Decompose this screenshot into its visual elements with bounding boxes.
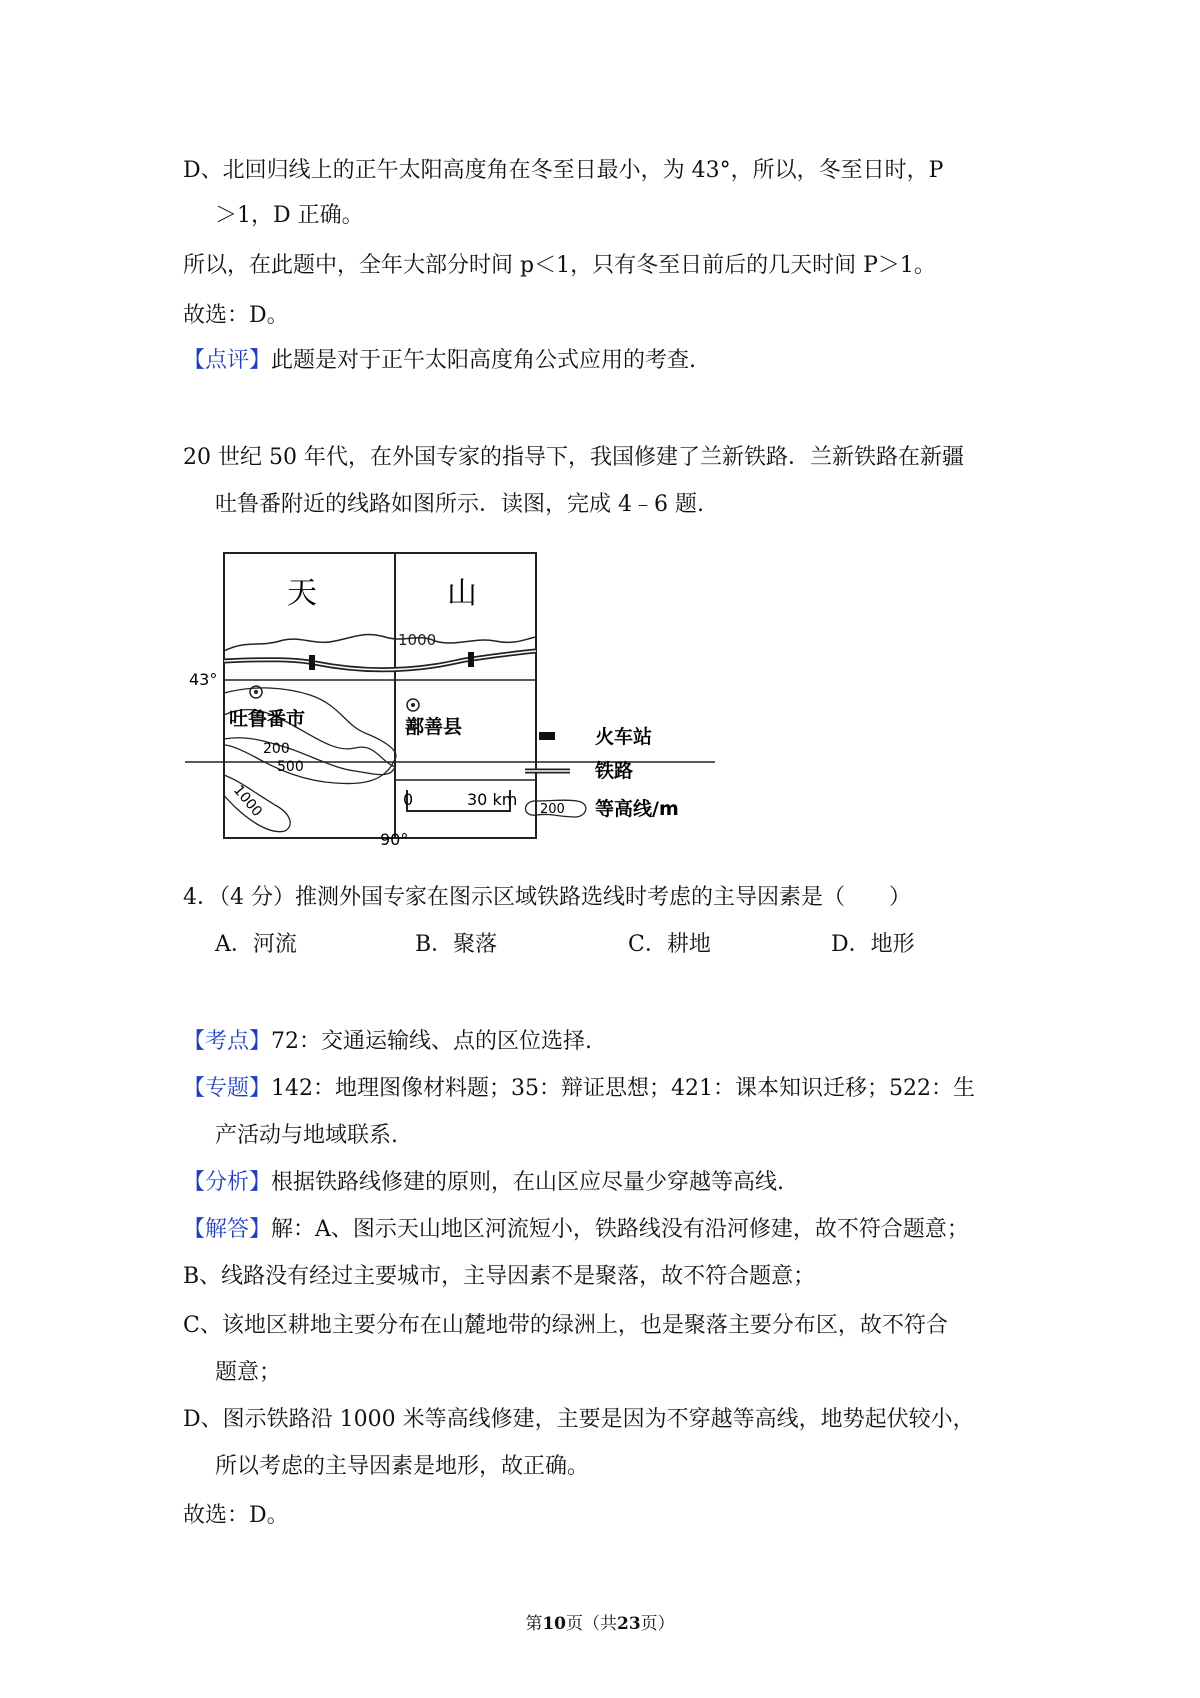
answer-d-line2: 所以考虑的主导因素是地形，故正确。 [215, 1454, 590, 1479]
prev-option-d-line1: D、北回归线上的正午太阳高度角在冬至日最小，为 43°，所以，冬至日时，P [183, 158, 944, 183]
railway-contour-map [185, 545, 715, 850]
contour-label-500: 500 [277, 759, 304, 775]
contour-label-1000-bottom: 1000 [229, 782, 266, 820]
contour-label-1000-top: 1000 [398, 631, 437, 649]
fenxi-text: 根据铁路线修建的原则，在山区应尽量少穿越等高线. [271, 1170, 785, 1195]
fenxi [183, 1168, 784, 1198]
option-b: B．聚落 [415, 932, 498, 957]
review-tag: 【点评】 [183, 348, 272, 373]
zhuanti-text: 142：地理图像材料题；35：辩证思想；421：课本知识迁移；522：生 [271, 1076, 975, 1101]
option-a: A．河流 [215, 932, 297, 957]
footer-pre: 第 [525, 1614, 543, 1634]
jieda [183, 1215, 969, 1245]
jieda-text: 解：A、图示天山地区河流短小，铁路线没有沿河修建，故不符合题意； [271, 1217, 969, 1242]
contour-1000-upper [224, 634, 536, 651]
footer-mid: 页（共 [566, 1614, 617, 1634]
question-stem: 4．（4 分）推测外国专家在图示区域铁路选线时考虑的主导因素是（ ） [183, 885, 911, 910]
final-answer: 故选：D。 [183, 1503, 289, 1528]
kaodian-tag: 【考点】 [183, 1029, 272, 1054]
zhuanti-tag: 【专题】 [183, 1076, 272, 1101]
prev-answer: 故选：D。 [183, 303, 289, 328]
footer-total-pages: 23 [617, 1614, 641, 1634]
latitude-label: 43° [189, 670, 218, 689]
contour-label-200: 200 [263, 741, 290, 757]
legend-station-label: 火车站 [595, 726, 653, 748]
city2-label: 鄯善县 [405, 716, 463, 738]
legend-contour-label: 等高线/m [595, 798, 679, 820]
station-marker-1 [309, 655, 315, 670]
answer-c-line1: C、该地区耕地主要分布在山麓地带的绿洲上，也是聚落主要分布区，故不符合 [183, 1313, 948, 1338]
answer-b-line: B、线路没有经过主要城市，主导因素不是聚落，故不符合题意； [183, 1264, 816, 1289]
footer-page-number: 10 [542, 1614, 566, 1634]
mountain-label-left: 天 [287, 576, 317, 611]
page-footer [0, 1612, 1200, 1636]
prev-option-d-line2: ＞1，D 正确。 [215, 203, 364, 228]
footer-post: 页） [640, 1614, 675, 1634]
station-marker-2 [468, 652, 474, 667]
prev-review [183, 346, 696, 376]
legend-contour-value: 200 [540, 802, 565, 817]
legend-station-symbol [539, 732, 555, 740]
scale-box [395, 780, 536, 838]
answer-c-line2: 题意； [215, 1360, 282, 1385]
legend-railway-label: 铁路 [595, 760, 634, 782]
zhuanti-line2: 产活动与地域联系. [215, 1123, 398, 1148]
mountain-label-right: 山 [447, 576, 477, 611]
prev-summary: 所以，在此题中，全年大部分时间 p＜1，只有冬至日前后的几天时间 P＞1。 [183, 253, 936, 278]
review-text: 此题是对于正午太阳高度角公式应用的考查. [271, 348, 697, 373]
intro-line1: 20 世纪 50 年代，在外国专家的指导下，我国修建了兰新铁路．兰新铁路在新疆 [183, 445, 964, 470]
option-c: C．耕地 [628, 932, 711, 957]
fenxi-tag: 【分析】 [183, 1170, 272, 1195]
city1-label: 吐鲁番市 [229, 708, 306, 730]
kaodian-text: 72：交通运输线、点的区位选择. [271, 1029, 593, 1054]
intro-line2: 吐鲁番附近的线路如图所示．读图，完成 4﹣6 题. [215, 492, 704, 517]
scale-length-label: 30 km [467, 790, 518, 809]
jieda-tag: 【解答】 [183, 1217, 272, 1242]
longitude-label: 90° [380, 830, 409, 849]
answer-d-line1: D、图示铁路沿 1000 米等高线修建，主要是因为不穿越等高线，地势起伏较小， [183, 1407, 975, 1432]
zhuanti [183, 1074, 975, 1104]
option-d: D．地形 [831, 932, 915, 957]
scale-zero-label: 0 [403, 790, 414, 809]
kaodian [183, 1027, 592, 1057]
